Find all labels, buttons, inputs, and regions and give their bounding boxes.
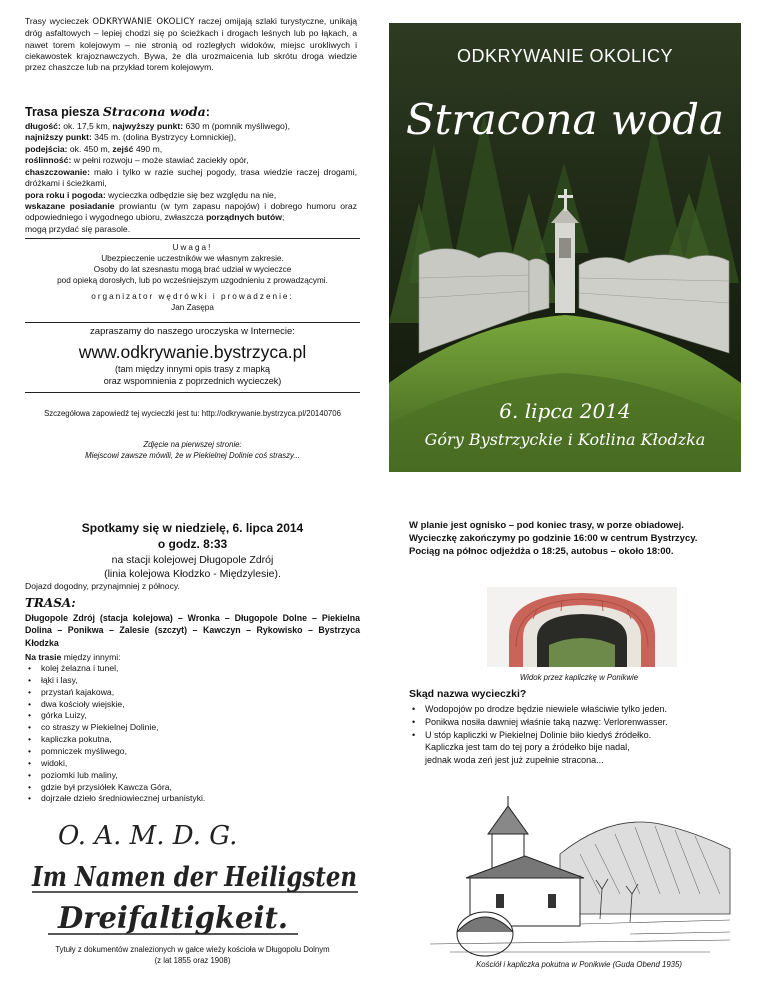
detail-row: mogą przydać się parasole.	[25, 223, 131, 234]
list-item: • pomniczek myśliwego,	[25, 746, 360, 758]
access-note: Dojazd dogodny, przynajmniej z północy.	[25, 581, 180, 591]
inscription-line-2: Im Namen der Heiligsten	[31, 862, 358, 893]
why-list	[409, 703, 749, 767]
divider	[25, 322, 360, 323]
list-item: • gdzie był przysiółek Kawcza Góra,	[25, 782, 360, 794]
detail-row: chaszczowanie: mało i tylko w razie suchej pogody, trasa wiedzie raczej drogami, dróżkami i ścieżkami,	[25, 166, 357, 189]
organizer-label: organizator wędrówki i prowadzenie:	[91, 292, 294, 302]
list-item: • poziomki lub maliny,	[25, 770, 360, 782]
cover-poster	[389, 23, 741, 472]
list-item: • widoki,	[25, 758, 360, 770]
poster-title: Stracona woda	[405, 95, 725, 144]
detail-row: pora roku i pogoda: wycieczka odbędzie się bez względu na nie,	[25, 189, 277, 200]
organizer-name: Jan Zasępa	[171, 303, 214, 313]
detail-link[interactable]: Szczegółowa zapowiedź tej wycieczki jest tu: http://odkrywanie.bystrzyca.pl/20140706	[44, 409, 341, 418]
detail-row: podejścia: ok. 450 m, zejść 490 m,	[25, 143, 163, 154]
church-caption: Kościół i kapliczka pokutna w Ponikwie (Guda Obend 1935)	[476, 960, 682, 969]
web-invite: zapraszamy do naszego uroczyska w Internecie:	[90, 326, 295, 337]
inscription-caption: Tytuły z dokumentów znalezionych w gałce wieży kościoła w Długopolu Dolnym (z lat 1855 oraz 1908)	[55, 945, 330, 965]
inscription-line-3: Dreifaltigkeit.	[57, 901, 288, 936]
handwritten-inscription	[28, 818, 364, 938]
trasa-heading: TRASA:	[25, 596, 76, 610]
list-item: • Wodopojów po drodze będzie niewiele właściwie tylko jeden.	[409, 703, 749, 716]
attractions-intro: Na trasie między innymi:	[25, 652, 121, 662]
list-item: • Ponikwa nosiła dawniej właśnie taką nazwę: Verlorenwasser.	[409, 716, 749, 729]
brand-name: ODKRYWANIE OKOLICY	[92, 17, 195, 27]
intro-paragraph: Trasy wycieczek ODKRYWANIE OKOLICY raczej omijają szlaki turystyczne, unikają dróg asfaltowych – lepiej chodzi się po ścieżkach i drogach leśnych lub po łąkach, a nawet torem kolejowym – nie stronią od rozległych widoków, miejsc urokliwych i ciekawostek krajoznawczych. Bywa, że dla urozmaicenia lub skrótu droga wiedzie przez chaszcze lub na przykład torem kolejowym.	[25, 16, 358, 73]
arch-photo	[487, 587, 677, 667]
website-note: (tam między innymi opis trasy z mapką oraz wspomnienia z poprzednich wycieczek)	[103, 364, 282, 386]
notice-block: Uwaga! Ubezpieczenie uczestników we własnym zakresie. Osoby do lat szesnastu mogą brać udział w wycieczce pod opieką dorosłych, lub po wcześniejszym uzgodnieniu z prowadzącymi. organizator wędrówki i prowadzenie: Jan Zasępa	[25, 242, 360, 313]
list-item: • kolej żelazna i tunel,	[25, 663, 360, 675]
divider	[25, 392, 360, 393]
detail-row: roślinność: w pełni rozwoju – może stawiać zaciekły opór,	[25, 155, 249, 166]
list-item: • U stóp kapliczki w Piekielnej Dolinie biło kiedyś źródełko. Kapliczka jest tam do tej pory a źródełko bije nadal, jednak woda zeń jest już zupełnie stracona...	[409, 729, 749, 767]
route-details	[25, 121, 357, 235]
trasa-route: Długopole Zdrój (stacja kolejowa) – Wronka – Długopole Dolne – Piekielna Dolina – Ponikwa – Zalesie (szczyt) – Kawczyn – Rykowisko – Bystrzyca Kłodzka	[25, 613, 360, 648]
list-item: • górka Luizy,	[25, 710, 360, 722]
meeting-headline: Spotkamy się w niedzielę, 6. lipca 2014 o godz. 8:33	[81, 521, 304, 552]
notice-title: Uwaga!	[172, 243, 213, 252]
inscription-line-1: O. A. M. D. G.	[58, 821, 238, 851]
why-heading: Skąd nazwa wycieczki?	[409, 688, 527, 700]
list-item: • kapliczka pokutna,	[25, 734, 360, 746]
list-item: • dwa kościoły wiejskie,	[25, 699, 360, 711]
detail-row: najniższy punkt: 345 m. (dolina Bystrzycy Łomnickiej),	[25, 132, 237, 143]
detail-row: wskazane posiadanie prowiantu (w tym zapasu napojów) i dobrego humoru oraz odpowiedniego i wygodnego ubioru, zwłaszcza porządnych butów;	[25, 200, 357, 223]
list-item: • dojrzałe dzieło średniowiecznej urbanistyki.	[25, 793, 360, 805]
list-item: • łąki i lasy,	[25, 675, 360, 687]
photo-note: Zdjęcie na pierwszej stronie: Miejscowi zawsze mówili, że w Piekielnej Dolinie coś straszy...	[85, 440, 300, 460]
church-drawing	[430, 794, 730, 956]
divider	[25, 238, 360, 239]
route-heading: Trasa piesza Stracona woda:	[25, 104, 210, 119]
detail-row: długość: ok. 17,5 km, najwyższy punkt: 630 m (pomnik myśliwego),	[25, 121, 291, 131]
meeting-place: na stacji kolejowej Długopole Zdrój (linia kolejowa Kłodzko - Międzylesie).	[104, 554, 281, 581]
website-link[interactable]: www.odkrywanie.bystrzyca.pl	[78, 342, 307, 362]
poster-header: ODKRYWANIE OKOLICY	[456, 46, 674, 66]
attractions-list	[25, 663, 360, 805]
plan-text: W planie jest ognisko – pod koniec trasy, w porze obiadowej. Wycieczkę zakończymy po godzinie 16:00 w centrum Bystrzycy. Pociąg na północ odjeżdża o 18:25, autobus – około 18:00.	[409, 520, 698, 557]
list-item: • przystań kajakowa,	[25, 687, 360, 699]
poster-place: Góry Bystrzyckie i Kotlina Kłodzka	[424, 430, 706, 449]
poster-date: 6. lipca 2014	[499, 399, 631, 423]
list-item: • co straszy w Piekielnej Dolinie,	[25, 722, 360, 734]
arch-caption: Widok przez kapliczkę w Ponikwie	[519, 673, 639, 682]
